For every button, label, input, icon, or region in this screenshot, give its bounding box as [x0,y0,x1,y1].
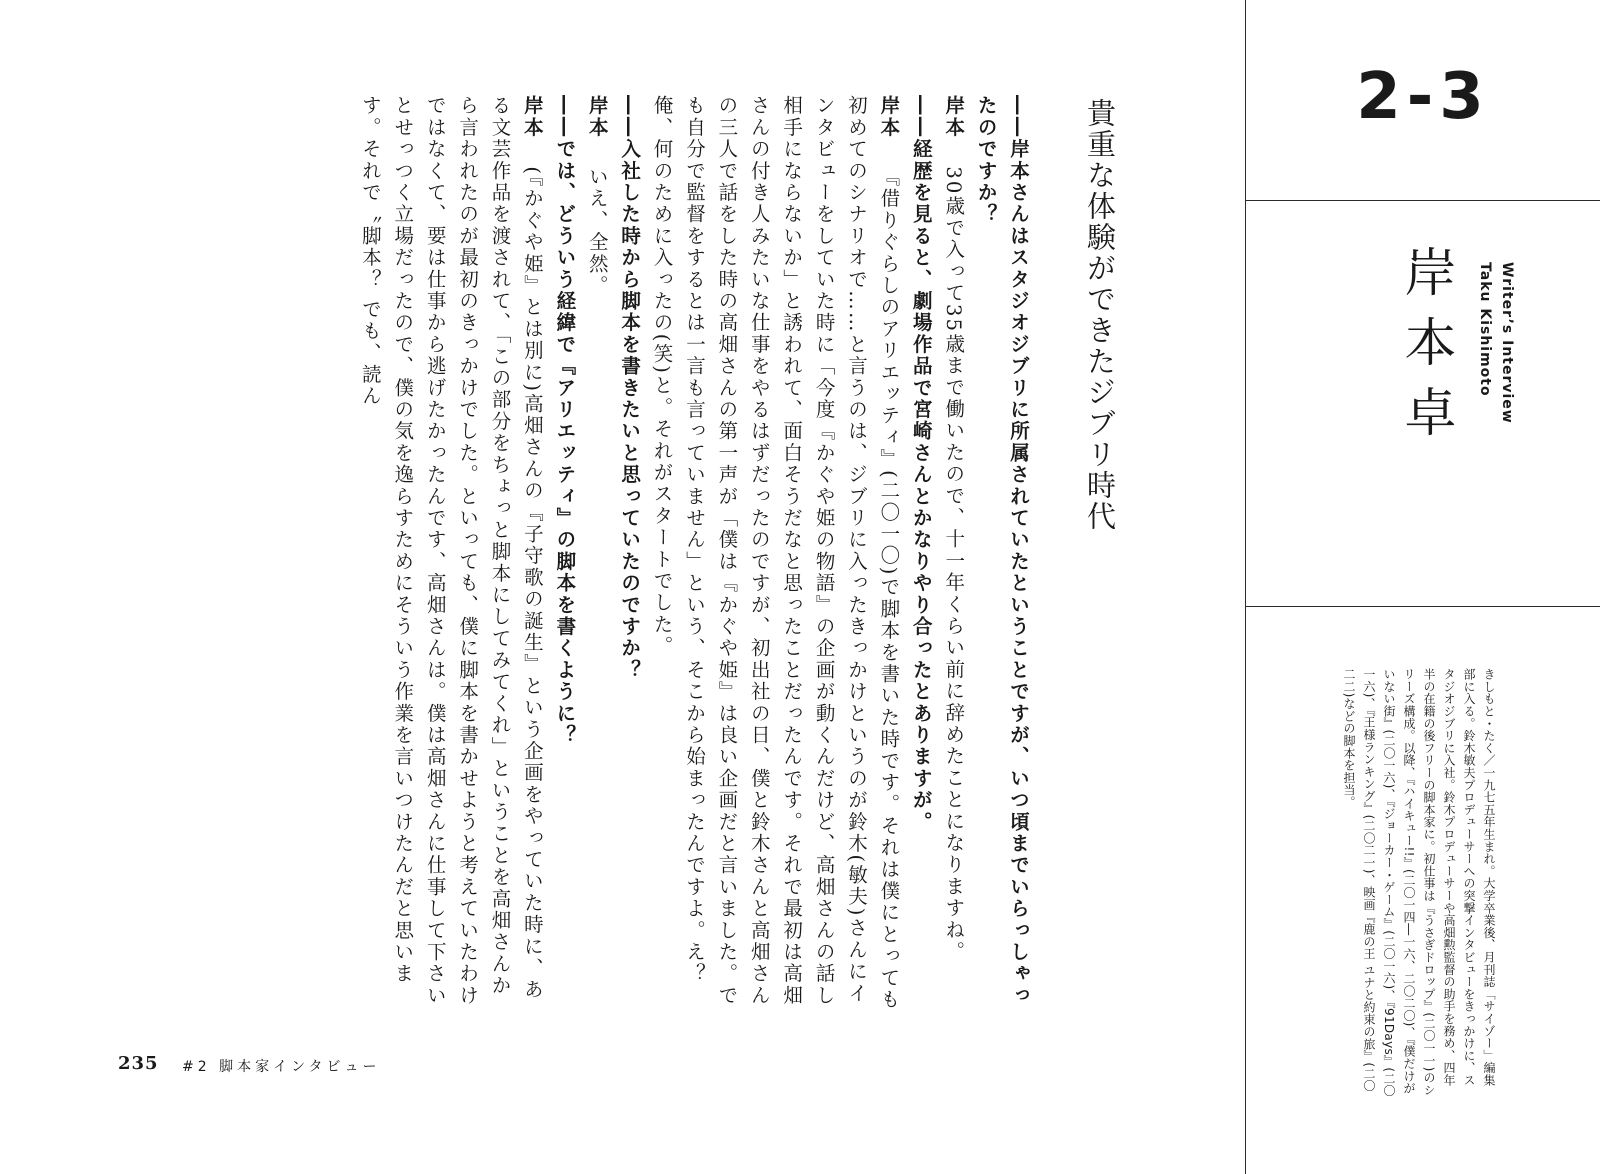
section-title-en: Writer’s Interview [1499,262,1515,424]
page-number: 235 [118,1053,159,1074]
answer-text: (『かぐや姫』とは別に)高畑さんの『子守歌の誕生』という企画をやっていた時に、ある文芸作品を渡されて、「この部分をちょっと脚本にしてみてくれ」ということを高畑さんから言われたのが最初のきっかけでした。といっても、僕に脚本を書かせようと考えていたわけではなくて、要は仕事から逃げたかったんです、高畑さんは。僕は高畑さんに仕事して下さいとせっつく立場だったので、僕の気を逸らすためにそういう作業を言いつけたんだと思います。それで〝脚本？ でも、読ん [358,95,544,1007]
author-name-en: Taku Kishimoto [1477,262,1493,397]
answer-text: 『借りぐらしのアリエッティ』(二〇一〇)で脚本を書いた時です。それは僕にとっても初めてのシナリオで……と言うのは、ジブリに入ったきっかけというのが鈴木(敏夫)さんにインタビューをしていた時に「今度『かぐや姫の物語』の企画が動くんだけど、高畑さんの話し相手にならないか」と誘われて、面白そうだなと思ったことだったんです。それで最初は高畑さんの付き人みたいな仕事をやるはずだったのですが、初出社の日、僕と鈴木さんと高畑さんの三人で話をした時の高畑さんの第一声が「僕は『かぐや姫』は良い企画だと言いました。でも自分で監督をするとは一言も言っていません」という、そこから始まったんですよ。え？ 俺、何のために入ったの(笑)と。それがスタートでした。 [650,95,901,1011]
chapter-number: 2-3 [1356,60,1490,134]
rail-rule-bottom [1246,606,1600,607]
answer-text: 30歳で入って35歳まで働いたので、十一年くらい前に辞めたことになりますね。 [942,166,966,963]
answer [353,95,547,1015]
answer-text: いえ、全然。 [585,166,609,297]
author-profile: きしもと・たく／一九七五年生まれ。大学卒業後、月刊誌「サイゾー」編集部に入る。鈴木敏夫プロデューサーへの突撃インタビューをきっかけに、スタジオジブリに入社。鈴木プロデューサーや高畑勲監督の助手を務め、四年半の在籍の後フリーの脚本家に。初仕事は『うさぎドロップ』(二〇一一)のシリーズ構成。以降、『ハイキュー!!』(二〇一四―一六、二〇二〇)、『僕だけがいない街』(二〇一六)、『ジョーカー・ゲーム』(二〇一六)、『91Days』(二〇一六)、『王様ランキング』(二〇二一)、映画『鹿の王 ユナと約束の旅』(二〇二二)などの脚本を担当。 [1342,668,1496,1097]
speaker-label: 岸本 [585,95,609,139]
rail-rule-top [1246,200,1600,201]
running-head: #2 脚本家インタビュー [182,1059,381,1075]
answer [580,95,612,1015]
vertical-divider [1245,0,1246,1174]
question: ――経歴を見ると、劇場作品で宮崎さんとかなりやり合ったとありますが。 [909,95,933,833]
speaker-label: 岸本 [520,95,544,139]
interview-body [88,95,1034,1015]
author-name: 岸本卓 [1395,245,1455,455]
speaker-label: 岸本 [942,95,966,139]
answer [937,95,969,1015]
speaker-label: 岸本 [877,95,901,139]
question: ――では、どういう経緯で『アリエッティ』の脚本を書くように？ [553,95,577,746]
section-english-label [1474,262,1518,442]
question: ――岸本さんはスタジオジブリに所属されていたということですが、いつ頃までいらっしゃったのですか？ [974,95,1030,1007]
page-subtitle: 貴重な体験ができたジブリ時代 [1083,98,1117,532]
question: ――入社した時から脚本を書きたいと思っていたのですか？ [618,95,642,681]
answer [645,95,904,1015]
